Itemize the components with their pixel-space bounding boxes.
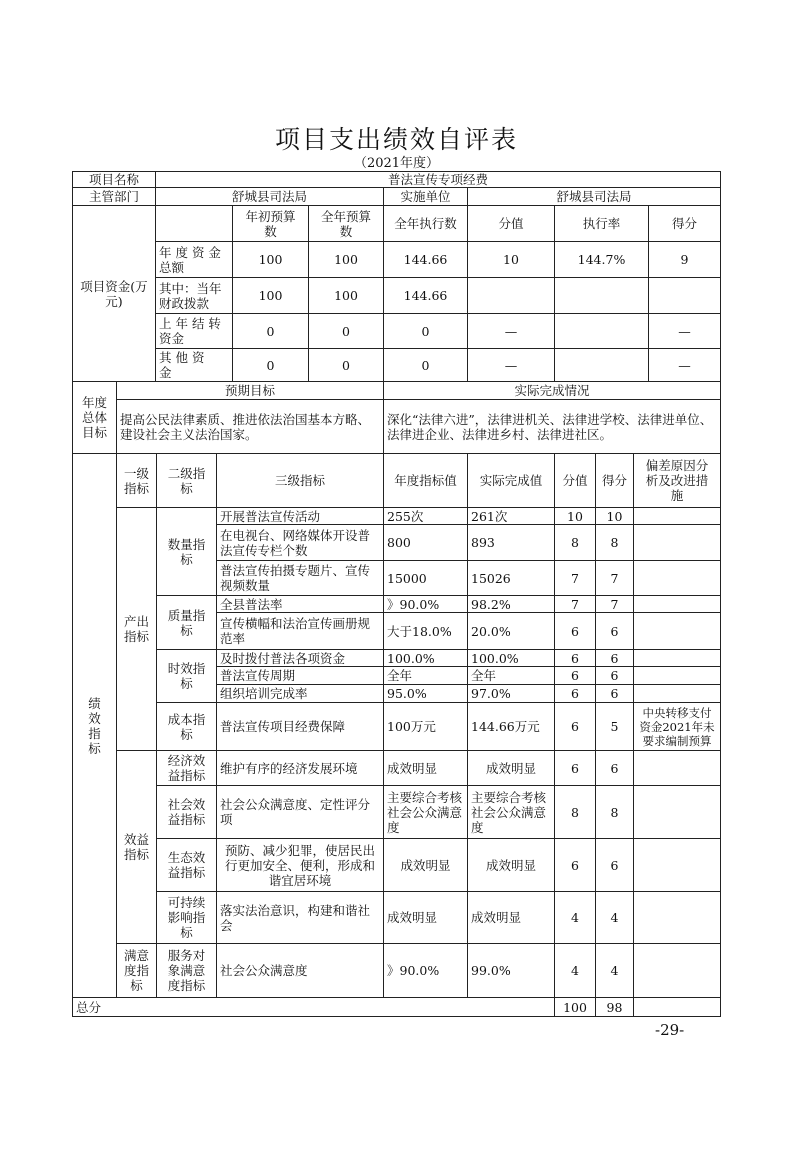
- table-cell-c055: 得分: [595, 453, 634, 508]
- table-cell-c132: 预防、减少犯罪，使居民出行更加安全、便利，形成和谐宜居环境: [216, 838, 384, 892]
- table-cell-c044: 预期目标: [116, 381, 384, 400]
- table-cell-c112: 144.66万元: [467, 702, 555, 751]
- table-cell-c073: 15026: [467, 560, 555, 596]
- table-cell-c143: 4: [595, 891, 634, 944]
- table-cell-c028: [648, 277, 721, 314]
- table-cell-c058: 数量指 标: [156, 507, 217, 596]
- table-cell-c100: 6: [554, 666, 596, 685]
- table-cell-c154: 100: [554, 997, 596, 1017]
- table-cell-c041: [554, 348, 649, 382]
- table-cell-c066: 800: [383, 524, 468, 561]
- table-cell-c060: 255次: [383, 507, 468, 525]
- table-cell-c003: 主管部门: [72, 187, 156, 206]
- table-cell-c127: 主要综合考核社会公众满意度: [467, 785, 555, 839]
- table-cell-c096: [633, 649, 721, 667]
- table-cell-c099: 全年: [467, 666, 555, 685]
- table-cell-c040: —: [467, 348, 555, 382]
- table-cell-c080: 98.2%: [467, 595, 555, 613]
- table-cell-c105: 97.0%: [467, 684, 555, 703]
- table-cell-c089: [633, 612, 721, 650]
- table-cell-c082: 7: [595, 595, 634, 613]
- table-cell-c007: 项目资金(万元): [72, 205, 156, 382]
- table-cell-c029: 上 年 结 转 资金: [155, 313, 233, 349]
- table-cell-c026: [467, 277, 555, 314]
- table-cell-c155: 98: [595, 997, 634, 1017]
- table-cell-c093: 100.0%: [467, 649, 555, 667]
- table-cell-c125: 社会公众满意度、定性评分项: [216, 785, 384, 839]
- table-cell-c027: [554, 277, 649, 314]
- table-cell-c078: 全县普法率: [216, 595, 384, 613]
- table-cell-c091: 及时拨付普法各项资金: [216, 649, 384, 667]
- table-cell-c012: 分值: [467, 205, 555, 242]
- table-cell-c121: 6: [554, 750, 596, 786]
- table-cell-c123: [633, 750, 721, 786]
- table-cell-c061: 261次: [467, 507, 555, 525]
- table-cell-c128: 8: [554, 785, 596, 839]
- table-cell-c051: 三级指标: [216, 453, 384, 508]
- table-cell-c015: 年 度 资 金 总额: [155, 241, 233, 278]
- table-cell-c085: 大于18.0%: [383, 612, 468, 650]
- table-cell-c129: 8: [595, 785, 634, 839]
- table-cell-c081: 7: [554, 595, 596, 613]
- table-cell-c115: 中央转移支付资金2021年未要求编制预算: [633, 702, 721, 751]
- table-cell-c095: 6: [595, 649, 634, 667]
- table-cell-c090: 时效指 标: [156, 649, 217, 703]
- table-cell-c119: 成效明显: [383, 750, 468, 786]
- table-cell-c064: [633, 507, 721, 525]
- table-cell-c083: [633, 595, 721, 613]
- table-cell-c108: [633, 684, 721, 703]
- table-cell-c020: 144.7%: [554, 241, 649, 278]
- table-cell-c075: 7: [595, 560, 634, 596]
- table-cell-c109: 成本指 标: [156, 702, 217, 751]
- table-cell-c153: 总分: [72, 997, 555, 1017]
- table-cell-c156: [633, 997, 721, 1017]
- table-cell-c031: 0: [308, 313, 384, 349]
- table-cell-c065: 在电视台、网络媒体开设普法宣传专栏个数: [216, 524, 384, 561]
- table-cell-c098: 全年: [383, 666, 468, 685]
- table-cell-c057: 产出 指标: [116, 507, 157, 751]
- table-cell-c056: 偏差原因分 析及改进措 施: [633, 453, 721, 508]
- table-cell-c023: 100: [232, 277, 309, 314]
- table-cell-c087: 6: [554, 612, 596, 650]
- table-cell-c063: 10: [595, 507, 634, 525]
- table-cell-c011: 全年执行数: [383, 205, 468, 242]
- table-cell-c072: 15000: [383, 560, 468, 596]
- table-cell-c053: 实际完成值: [467, 453, 555, 508]
- table-cell-c134: 成效明显: [467, 838, 555, 892]
- table-cell-c086: 20.0%: [467, 612, 555, 650]
- table-cell-c002: 普法宣传专项经费: [155, 171, 721, 188]
- table-cell-c017: 100: [308, 241, 384, 278]
- table-cell-c113: 6: [554, 702, 596, 751]
- table-cell-c016: 100: [232, 241, 309, 278]
- table-cell-c141: 成效明显: [467, 891, 555, 944]
- table-cell-c117: 经济效 益指标: [156, 750, 217, 786]
- table-cell-c036: 其 他 资 金: [155, 348, 233, 382]
- table-cell-c101: 6: [595, 666, 634, 685]
- table-cell-c130: [633, 785, 721, 839]
- table-cell-c136: 6: [595, 838, 634, 892]
- table-cell-c151: 4: [595, 943, 634, 998]
- table-cell-c068: 8: [554, 524, 596, 561]
- table-cell-c059: 开展普法宣传活动: [216, 507, 384, 525]
- table-cell-c126: 主要综合考核社会公众满意度: [383, 785, 468, 839]
- table-cell-c149: 99.0%: [467, 943, 555, 998]
- table-cell-c069: 8: [595, 524, 634, 561]
- table-cell-c014: 得分: [648, 205, 721, 242]
- table-cell-c122: 6: [595, 750, 634, 786]
- table-cell-c067: 893: [467, 524, 555, 561]
- table-cell-c070: [633, 524, 721, 561]
- table-cell-c148: 》90.0%: [383, 943, 468, 998]
- table-cell-c038: 0: [308, 348, 384, 382]
- table-cell-c079: 》90.0%: [383, 595, 468, 613]
- table-cell-c077: 质量指 标: [156, 595, 217, 650]
- table-cell-c118: 维护有序的经济发展环境: [216, 750, 384, 786]
- table-cell-c047: 深化“法律六进”，法律进机关、法律进学校、法律进单位、法律进企业、法律进乡村、法律进社区。: [383, 399, 721, 454]
- table-cell-c146: 服务对 象满意 度指标: [156, 943, 217, 998]
- table-cell-c013: 执行率: [554, 205, 649, 242]
- table-cell-c139: 落实法治意识，构建和谐社会: [216, 891, 384, 944]
- table-cell-c074: 7: [554, 560, 596, 596]
- table-cell-c092: 100.0%: [383, 649, 468, 667]
- table-cell-c106: 6: [554, 684, 596, 703]
- table-cell-c084: 宣传横幅和法治宣传画册规范率: [216, 612, 384, 650]
- page-title: 项目支出绩效自评表: [274, 125, 518, 154]
- table-cell-c037: 0: [232, 348, 309, 382]
- table-cell-c048: 绩 效 指 标: [72, 453, 117, 998]
- table-cell-c131: 生态效 益指标: [156, 838, 217, 892]
- table-cell-c120: 成效明显: [467, 750, 555, 786]
- table-cell-c076: [633, 560, 721, 596]
- table-cell-c054: 分值: [554, 453, 596, 508]
- table-cell-c150: 4: [554, 943, 596, 998]
- table-cell-c135: 6: [554, 838, 596, 892]
- table-cell-c052: 年度指标值: [383, 453, 468, 508]
- table-cell-c152: [633, 943, 721, 998]
- table-cell-c008: [155, 205, 233, 242]
- table-cell-c024: 100: [308, 277, 384, 314]
- table-cell-c102: [633, 666, 721, 685]
- table-cell-c005: 实施单位: [383, 187, 468, 206]
- table-cell-c022: 其中：当年 财政拨款: [155, 277, 233, 314]
- table-cell-c103: 组织培训完成率: [216, 684, 384, 703]
- table-cell-c039: 0: [383, 348, 468, 382]
- table-cell-c107: 6: [595, 684, 634, 703]
- table-cell-c010: 全年预算 数: [308, 205, 384, 242]
- table-cell-c133: 成效明显: [383, 838, 468, 892]
- table-cell-c145: 满意 度指 标: [116, 943, 157, 998]
- table-cell-c009: 年初预算 数: [232, 205, 309, 242]
- table-cell-c088: 6: [595, 612, 634, 650]
- table-cell-c062: 10: [554, 507, 596, 525]
- table-cell-c045: 实际完成情况: [383, 381, 721, 400]
- table-cell-c144: [633, 891, 721, 944]
- table-cell-c049: 一级 指标: [116, 453, 157, 508]
- table-cell-c035: —: [648, 313, 721, 349]
- table-cell-c025: 144.66: [383, 277, 468, 314]
- table-cell-c094: 6: [554, 649, 596, 667]
- page-subtitle: （2021年度）: [353, 156, 440, 171]
- table-cell-c050: 二级指 标: [156, 453, 217, 508]
- table-cell-c034: [554, 313, 649, 349]
- table-cell-c097: 普法宣传周期: [216, 666, 384, 685]
- table-cell-c071: 普法宣传拍摄专题片、宣传视频数量: [216, 560, 384, 596]
- table-cell-c030: 0: [232, 313, 309, 349]
- table-cell-c114: 5: [595, 702, 634, 751]
- table-cell-c043: 年度 总体 目标: [72, 381, 117, 454]
- table-cell-c147: 社会公众满意度: [216, 943, 384, 998]
- table-cell-c032: 0: [383, 313, 468, 349]
- table-cell-c124: 社会效 益指标: [156, 785, 217, 839]
- table-cell-c018: 144.66: [383, 241, 468, 278]
- table-cell-c116: 效益 指标: [116, 750, 157, 944]
- table-cell-c046: 提高公民法律素质、推进依法治国基本方略、建设社会主义法治国家。: [116, 399, 384, 454]
- table-cell-c104: 95.0%: [383, 684, 468, 703]
- table-cell-c033: —: [467, 313, 555, 349]
- table-cell-c004: 舒城县司法局: [155, 187, 384, 206]
- table-cell-c042: —: [648, 348, 721, 382]
- table-cell-c001: 项目名称: [72, 171, 156, 188]
- table-cell-c140: 成效明显: [383, 891, 468, 944]
- table-cell-c006: 舒城县司法局: [467, 187, 721, 206]
- table-cell-c137: [633, 838, 721, 892]
- table-cell-c019: 10: [467, 241, 555, 278]
- table-cell-c111: 100万元: [383, 702, 468, 751]
- table-cell-c138: 可持续 影响指 标: [156, 891, 217, 944]
- table-cell-c110: 普法宣传项目经费保障: [216, 702, 384, 751]
- table-cell-c142: 4: [554, 891, 596, 944]
- table-cell-c021: 9: [648, 241, 721, 278]
- page-number: -29-: [655, 1021, 685, 1039]
